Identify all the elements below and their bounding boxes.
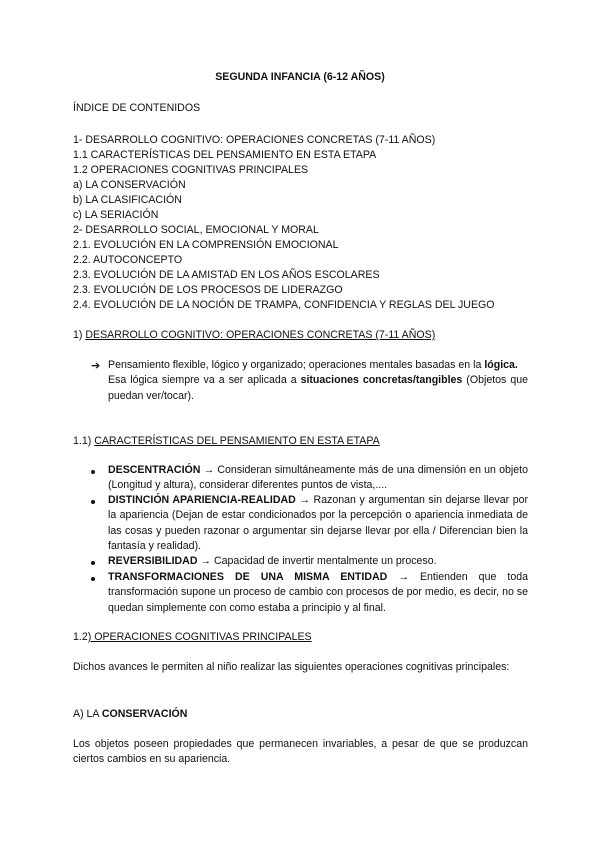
list-item — [108, 463, 528, 494]
bullet-text: → Capacidad de invertir mentalmente un proceso. — [197, 555, 437, 567]
section-1-1-title: CARACTERÍSTICAS DEL PENSAMIENTO EN ESTA ETAPA — [94, 435, 380, 447]
bullet-text: → Consideran simultáneamente más de una dimensión en un objeto (Longitud y altura), considerar diferentes puntos de vista,.... — [108, 464, 528, 492]
bullet-dot-icon — [91, 561, 95, 565]
index-item: a) LA CONSERVACIÓN — [73, 179, 186, 191]
section-a-paragraph: Los objetos poseen propiedades que permanecen invariables, a pesar de que se produzcan ciertos cambios en su apariencia. — [73, 738, 528, 766]
section-1-2-title: ) OPERACIONES COGNITIVAS PRINCIPALES — [87, 631, 312, 643]
section-1-heading — [73, 328, 435, 342]
section-1-2-prefix: 1.2 — [73, 631, 88, 643]
section-a-prefix: A) LA — [73, 708, 102, 720]
bullet-term: REVERSIBILIDAD — [108, 555, 198, 567]
section-1-title: DESARROLLO COGNITIVO: OPERACIONES CONCRETAS (7-11 AÑOS) — [85, 329, 436, 341]
index-item: 1- DESARROLLO COGNITIVO: OPERACIONES CONCRETAS (7-11 AÑOS) — [73, 134, 436, 146]
bullet-term: DESCENTRACIÓN — [108, 464, 201, 476]
arrow-bullet-icon: ➔ — [91, 360, 101, 372]
section-1-1-heading — [73, 434, 380, 448]
bullet-text: → Razonan y argumentan sin dejarse llevar por la apariencia (Dejan de estar condicionados por la percepción o apariencia inmediata de las cosas y pueden razonar o argumentar sin dejarse llevar por ella / Diferencian bien la fantasía y realidad). — [108, 494, 529, 552]
document-title: SEGUNDA INFANCIA (6-12 AÑOS) — [215, 71, 385, 83]
list-item — [108, 493, 528, 554]
bullet-term: DISTINCIÓN APARIENCIA-REALIDAD — [108, 494, 296, 506]
index-item: 2- DESARROLLO SOCIAL, EMOCIONAL Y MORAL — [73, 224, 319, 236]
bullet-text: → Entienden que toda transformación supone un proceso de cambio con procesos de por medio, es decir, no se quedan simplemente con como estaba a principio y al final. — [108, 571, 528, 614]
bullet-dot-icon — [91, 577, 95, 581]
section-1-2-heading — [73, 630, 312, 644]
section-1-2-paragraph: Dichos avances le permiten al niño realizar las siguientes operaciones cognitivas principales: — [73, 661, 510, 673]
index-item: 1.2 OPERACIONES COGNITIVAS PRINCIPALES — [73, 164, 309, 176]
section-1-point — [108, 358, 528, 404]
index-item: 2.4. EVOLUCIÓN DE LA NOCIÓN DE TRAMPA, CONFIDENCIA Y REGLAS DEL JUEGO — [73, 299, 495, 311]
index-item: b) LA CLASIFICACIÓN — [73, 194, 182, 206]
section-1-prefix: 1) — [73, 329, 86, 341]
index-item: 2.3. EVOLUCIÓN DE LOS PROCESOS DE LIDERAZGO — [73, 284, 343, 296]
index-item: 2.3. EVOLUCIÓN DE LA AMISTAD EN LOS AÑOS ESCOLARES — [73, 269, 380, 281]
point-text: Pensamiento flexible, lógico y organizado; operaciones mentales basadas en la — [108, 359, 485, 371]
list-item — [108, 554, 528, 569]
point2-text-a: Esa lógica siempre va a ser aplicada a — [108, 374, 301, 387]
list-item — [108, 570, 528, 616]
bullet-dot-icon — [91, 500, 95, 504]
index-heading: ÍNDICE DE CONTENIDOS — [73, 102, 201, 114]
point2-bold: situaciones concretas/tangibles — [300, 374, 463, 387]
index-item: 2.1. EVOLUCIÓN EN LA COMPRENSIÓN EMOCIONAL — [73, 239, 339, 251]
point2-text-b: (Objetos que puedan ver/tocar). — [108, 374, 528, 402]
section-1-1-prefix: 1.1) — [73, 435, 95, 447]
section-a-title: CONSERVACIÓN — [101, 708, 188, 720]
index-item: 1.1 CARACTERÍSTICAS DEL PENSAMIENTO EN ESTA ETAPA — [73, 149, 377, 161]
point-bold: lógica. — [484, 359, 518, 371]
section-a-heading — [73, 707, 187, 721]
index-item: c) LA SERIACIÓN — [73, 209, 159, 221]
index-item: 2.2. AUTOCONCEPTO — [73, 254, 183, 266]
bullet-term: TRANSFORMACIONES DE UNA MISMA ENTIDAD — [108, 571, 388, 583]
bullet-dot-icon — [91, 470, 95, 474]
